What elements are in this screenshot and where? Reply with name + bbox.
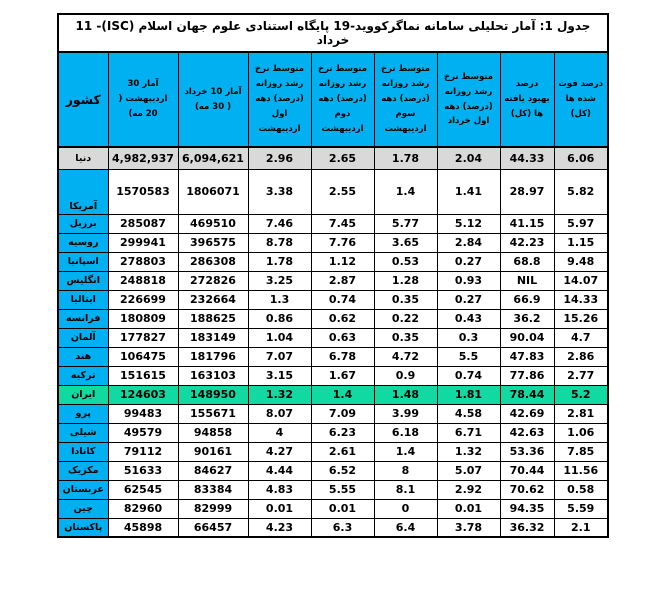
country-cell: پرو	[58, 404, 108, 423]
country-cell: کانادا	[58, 442, 108, 461]
value-cell: 3.25	[248, 271, 311, 290]
table-row	[58, 214, 608, 233]
value-cell: 78.44	[500, 385, 554, 404]
value-cell: 272826	[178, 271, 248, 290]
value-cell: 2.55	[311, 169, 374, 214]
value-cell: 0.22	[374, 309, 437, 328]
table-row	[58, 499, 608, 518]
value-cell: 7.85	[554, 442, 608, 461]
value-cell: 124603	[108, 385, 178, 404]
table-row	[58, 404, 608, 423]
column-header-g4: متوسط نرخ رشد روزانه (درصد) دهه اول خرداد	[437, 52, 500, 147]
value-cell: 1.48	[374, 385, 437, 404]
value-cell: 151615	[108, 366, 178, 385]
value-cell: 5.12	[437, 214, 500, 233]
value-cell: 0.27	[437, 252, 500, 271]
value-cell: 2.96	[248, 147, 311, 169]
value-cell: 6,094,621	[178, 147, 248, 169]
table-row	[58, 385, 608, 404]
value-cell: 299941	[108, 233, 178, 252]
value-cell: 5.77	[374, 214, 437, 233]
value-cell: 2.92	[437, 480, 500, 499]
value-cell: 1.32	[248, 385, 311, 404]
value-cell: 0.01	[311, 499, 374, 518]
value-cell: 7.45	[311, 214, 374, 233]
value-cell: 285087	[108, 214, 178, 233]
value-cell: 0.35	[374, 328, 437, 347]
table-row	[58, 290, 608, 309]
value-cell: 5.55	[311, 480, 374, 499]
value-cell: 4,982,937	[108, 147, 178, 169]
value-cell: 188625	[178, 309, 248, 328]
country-cell: آمریکا	[58, 169, 108, 214]
value-cell: 1.41	[437, 169, 500, 214]
value-cell: 181796	[178, 347, 248, 366]
value-cell: NIL	[500, 271, 554, 290]
value-cell: 8	[374, 461, 437, 480]
value-cell: 177827	[108, 328, 178, 347]
value-cell: 1.3	[248, 290, 311, 309]
value-cell: 1.12	[311, 252, 374, 271]
table-row	[58, 169, 608, 214]
covid-stats-table	[57, 13, 609, 538]
value-cell: 0.62	[311, 309, 374, 328]
value-cell: 7.07	[248, 347, 311, 366]
value-cell: 0.93	[437, 271, 500, 290]
value-cell: 0.63	[311, 328, 374, 347]
value-cell: 6.23	[311, 423, 374, 442]
table-title: جدول 1: آمار تحلیلی سامانه نماگرکووید-19 پایگاه استنادی علوم جهان اسلام (ISC)- 11 خرداد	[58, 14, 608, 52]
country-cell: عربستان	[58, 480, 108, 499]
value-cell: 4.23	[248, 518, 311, 537]
column-header-stat10: آمار 10 خرداد ( 30 مه)	[178, 52, 248, 147]
value-cell: 1.4	[374, 169, 437, 214]
value-cell: 0.74	[311, 290, 374, 309]
value-cell: 1.15	[554, 233, 608, 252]
value-cell: 180809	[108, 309, 178, 328]
value-cell: 226699	[108, 290, 178, 309]
table-row	[58, 252, 608, 271]
value-cell: 2.65	[311, 147, 374, 169]
value-cell: 286308	[178, 252, 248, 271]
value-cell: 66457	[178, 518, 248, 537]
value-cell: 2.04	[437, 147, 500, 169]
country-cell: پاکستان	[58, 518, 108, 537]
header-row	[58, 52, 608, 147]
country-cell: ایتالیا	[58, 290, 108, 309]
value-cell: 4.27	[248, 442, 311, 461]
value-cell: 36.2	[500, 309, 554, 328]
value-cell: 45898	[108, 518, 178, 537]
value-cell: 41.15	[500, 214, 554, 233]
table-row	[58, 366, 608, 385]
column-header-deaths: درصد فوت شده ها (کل)	[554, 52, 608, 147]
value-cell: 5.07	[437, 461, 500, 480]
value-cell: 106475	[108, 347, 178, 366]
value-cell: 2.86	[554, 347, 608, 366]
value-cell: 7.09	[311, 404, 374, 423]
value-cell: 66.9	[500, 290, 554, 309]
country-cell: چین	[58, 499, 108, 518]
value-cell: 0.74	[437, 366, 500, 385]
value-cell: 11.56	[554, 461, 608, 480]
value-cell: 1.78	[248, 252, 311, 271]
value-cell: 2.61	[311, 442, 374, 461]
value-cell: 1.28	[374, 271, 437, 290]
value-cell: 7.46	[248, 214, 311, 233]
value-cell: 8.1	[374, 480, 437, 499]
value-cell: 1570583	[108, 169, 178, 214]
country-cell: مکزیک	[58, 461, 108, 480]
value-cell: 4.72	[374, 347, 437, 366]
value-cell: 0.27	[437, 290, 500, 309]
table-row	[58, 480, 608, 499]
value-cell: 47.83	[500, 347, 554, 366]
value-cell: 1.4	[374, 442, 437, 461]
table-row	[58, 518, 608, 537]
value-cell: 1.78	[374, 147, 437, 169]
value-cell: 396575	[178, 233, 248, 252]
value-cell: 49579	[108, 423, 178, 442]
column-header-country: کشور	[58, 52, 108, 147]
value-cell: 1.06	[554, 423, 608, 442]
country-cell: شیلی	[58, 423, 108, 442]
value-cell: 53.36	[500, 442, 554, 461]
value-cell: 6.06	[554, 147, 608, 169]
value-cell: 1.32	[437, 442, 500, 461]
value-cell: 0.9	[374, 366, 437, 385]
value-cell: 42.69	[500, 404, 554, 423]
value-cell: 44.33	[500, 147, 554, 169]
value-cell: 42.63	[500, 423, 554, 442]
value-cell: 5.59	[554, 499, 608, 518]
value-cell: 5.82	[554, 169, 608, 214]
table-body	[58, 147, 608, 537]
value-cell: 1.04	[248, 328, 311, 347]
value-cell: 2.1	[554, 518, 608, 537]
value-cell: 5.97	[554, 214, 608, 233]
value-cell: 0.53	[374, 252, 437, 271]
column-header-g1: متوسط نرخ رشد روزانه (درصد) دهه اول اردیبهشت	[248, 52, 311, 147]
value-cell: 0.35	[374, 290, 437, 309]
value-cell: 3.78	[437, 518, 500, 537]
table-row	[58, 233, 608, 252]
value-cell: 70.62	[500, 480, 554, 499]
value-cell: 36.32	[500, 518, 554, 537]
value-cell: 183149	[178, 328, 248, 347]
value-cell: 4.58	[437, 404, 500, 423]
value-cell: 8.07	[248, 404, 311, 423]
value-cell: 248818	[108, 271, 178, 290]
country-cell: دنیا	[58, 147, 108, 169]
value-cell: 4.7	[554, 328, 608, 347]
value-cell: 3.15	[248, 366, 311, 385]
country-cell: روسیه	[58, 233, 108, 252]
value-cell: 6.18	[374, 423, 437, 442]
value-cell: 0.3	[437, 328, 500, 347]
value-cell: 42.23	[500, 233, 554, 252]
value-cell: 3.38	[248, 169, 311, 214]
value-cell: 2.87	[311, 271, 374, 290]
value-cell: 62545	[108, 480, 178, 499]
table-row	[58, 347, 608, 366]
value-cell: 51633	[108, 461, 178, 480]
country-cell: هند	[58, 347, 108, 366]
value-cell: 90.04	[500, 328, 554, 347]
value-cell: 0.43	[437, 309, 500, 328]
value-cell: 232664	[178, 290, 248, 309]
value-cell: 4.83	[248, 480, 311, 499]
table-row	[58, 147, 608, 169]
country-cell: آلمان	[58, 328, 108, 347]
value-cell: 84627	[178, 461, 248, 480]
table-row	[58, 423, 608, 442]
country-cell: برزیل	[58, 214, 108, 233]
country-cell: فرانسه	[58, 309, 108, 328]
value-cell: 94858	[178, 423, 248, 442]
column-header-recovered: درصد بهبود یافته ها (کل)	[500, 52, 554, 147]
value-cell: 2.84	[437, 233, 500, 252]
table-row	[58, 328, 608, 347]
country-cell: انگلیس	[58, 271, 108, 290]
value-cell: 469510	[178, 214, 248, 233]
value-cell: 0.01	[437, 499, 500, 518]
value-cell: 2.81	[554, 404, 608, 423]
table-row	[58, 271, 608, 290]
country-cell: ترکیه	[58, 366, 108, 385]
value-cell: 70.44	[500, 461, 554, 480]
column-header-stat30: آمار 30 اردیبهشت ( 20 مه)	[108, 52, 178, 147]
value-cell: 6.78	[311, 347, 374, 366]
value-cell: 7.76	[311, 233, 374, 252]
value-cell: 82999	[178, 499, 248, 518]
value-cell: 14.07	[554, 271, 608, 290]
value-cell: 5.2	[554, 385, 608, 404]
column-header-g3: متوسط نرخ رشد روزانه (درصد) دهه سوم اردیبهشت	[374, 52, 437, 147]
value-cell: 0.86	[248, 309, 311, 328]
value-cell: 6.3	[311, 518, 374, 537]
value-cell: 77.86	[500, 366, 554, 385]
value-cell: 82960	[108, 499, 178, 518]
value-cell: 14.33	[554, 290, 608, 309]
column-header-g2: متوسط نرخ رشد روزانه (درصد) دهه دوم اردیبهشت	[311, 52, 374, 147]
value-cell: 6.4	[374, 518, 437, 537]
value-cell: 6.71	[437, 423, 500, 442]
value-cell: 4	[248, 423, 311, 442]
value-cell: 68.8	[500, 252, 554, 271]
value-cell: 1.81	[437, 385, 500, 404]
value-cell: 1.67	[311, 366, 374, 385]
value-cell: 6.52	[311, 461, 374, 480]
value-cell: 9.48	[554, 252, 608, 271]
table-row	[58, 442, 608, 461]
value-cell: 2.77	[554, 366, 608, 385]
value-cell: 4.44	[248, 461, 311, 480]
value-cell: 99483	[108, 404, 178, 423]
value-cell: 3.65	[374, 233, 437, 252]
value-cell: 90161	[178, 442, 248, 461]
country-cell: ایران	[58, 385, 108, 404]
value-cell: 0	[374, 499, 437, 518]
value-cell: 1806071	[178, 169, 248, 214]
value-cell: 1.4	[311, 385, 374, 404]
value-cell: 94.35	[500, 499, 554, 518]
value-cell: 3.99	[374, 404, 437, 423]
table-row	[58, 461, 608, 480]
value-cell: 8.78	[248, 233, 311, 252]
table-row	[58, 309, 608, 328]
value-cell: 0.58	[554, 480, 608, 499]
value-cell: 278803	[108, 252, 178, 271]
country-cell: اسپانیا	[58, 252, 108, 271]
value-cell: 15.26	[554, 309, 608, 328]
value-cell: 79112	[108, 442, 178, 461]
value-cell: 163103	[178, 366, 248, 385]
value-cell: 148950	[178, 385, 248, 404]
value-cell: 28.97	[500, 169, 554, 214]
value-cell: 5.5	[437, 347, 500, 366]
value-cell: 0.01	[248, 499, 311, 518]
value-cell: 83384	[178, 480, 248, 499]
value-cell: 155671	[178, 404, 248, 423]
title-row	[58, 14, 608, 52]
